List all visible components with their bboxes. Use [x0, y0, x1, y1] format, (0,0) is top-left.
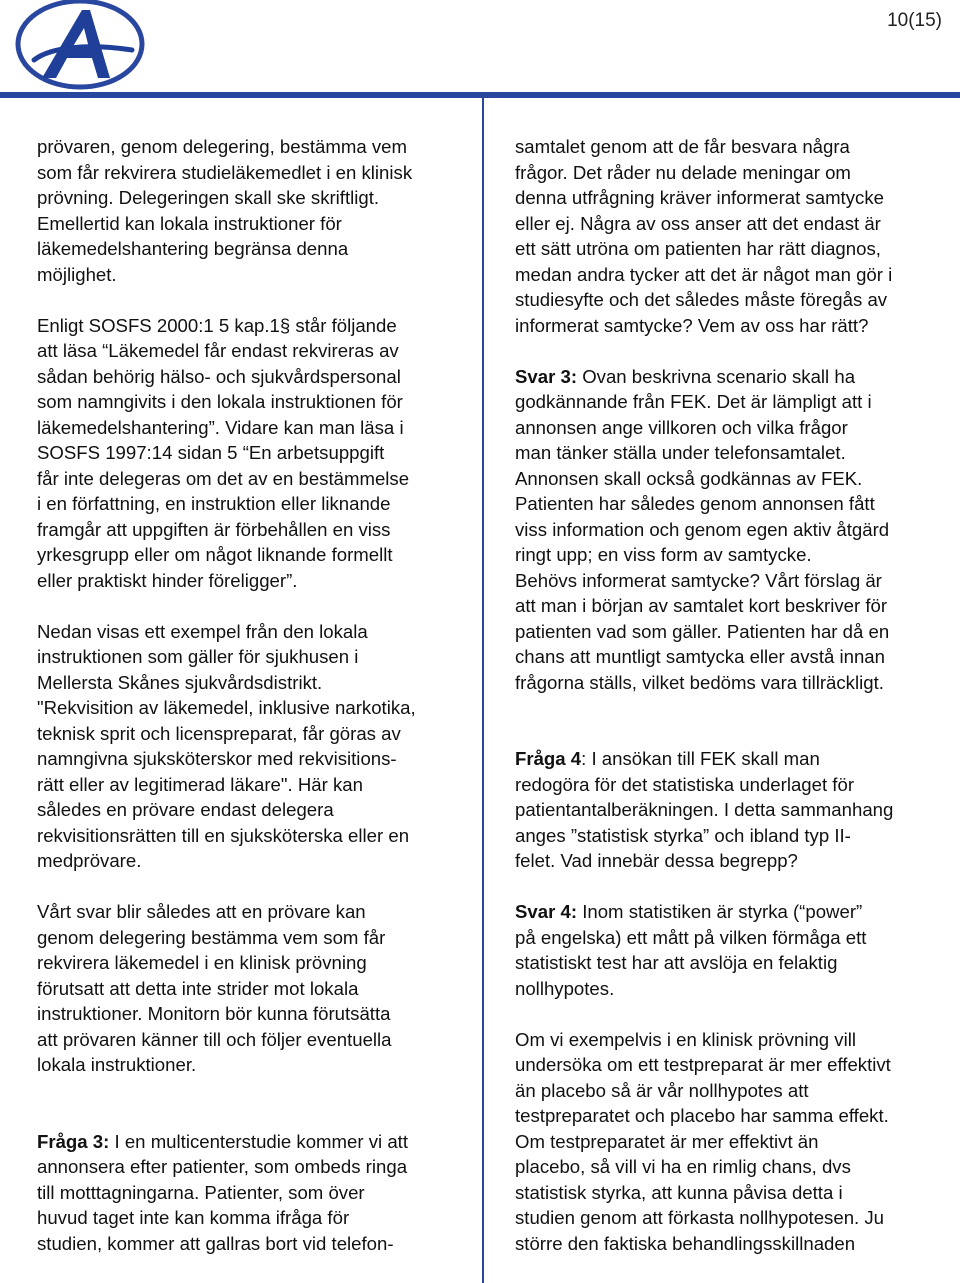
text-line: till motttagningarna. Patienter, som över	[37, 1181, 365, 1203]
paragraph-example	[37, 619, 472, 874]
text-line: än placebo så är vår nollhypotes att	[515, 1079, 809, 1101]
text-line	[515, 364, 950, 390]
text-line: namngivna sjuksköterskor med rekvisitions-	[37, 748, 397, 769]
text-line: att man i början av samtalet kort beskriver för	[515, 595, 888, 616]
text-line: ringt upp; en viss form av samtycke.	[515, 544, 812, 565]
answer-3	[515, 364, 950, 696]
text-line: felet. Vad innebär dessa begrepp?	[515, 850, 798, 871]
text-line: statistiskt test har att avslöja en felaktig	[515, 952, 838, 973]
text-line: frågorna ställs, vilket bedöms vara tillräckligt.	[515, 671, 884, 693]
text-line: redogöra för det statistiska underlaget för	[515, 773, 855, 795]
right-column	[515, 134, 950, 1282]
text-line: "Rekvisition av läkemedel, inklusive narkotika,	[37, 697, 416, 718]
text-line: lokala instruktioner.	[37, 1054, 197, 1075]
text-line: Om testpreparatet är mer effektivt än	[515, 1130, 819, 1152]
text-line: studiesyfte och det således måste föregås av	[515, 289, 888, 310]
text-line: nollhypotes.	[515, 977, 615, 999]
text-line: rekvirera läkemedel i en klinisk prövning	[37, 952, 367, 973]
question-3-label: Fråga 3:	[37, 1130, 110, 1152]
left-column	[37, 134, 472, 1282]
text-line: genom delegering bestämma vem som får	[37, 926, 386, 948]
answer-4-label: Svar 4:	[515, 901, 578, 922]
text-line: anges ”statistisk styrka” och ibland typ II-	[515, 824, 851, 846]
paragraph-question-3-cont	[515, 134, 950, 338]
text-line: instruktioner. Monitorn bör kunna förutsätta	[37, 1003, 391, 1024]
text-line: att prövaren känner till och följer eventuella	[37, 1028, 392, 1050]
text-line: läkemedelshantering begränsa denna	[37, 238, 349, 259]
text-line: Patienten har således genom annonsen fått	[515, 493, 875, 514]
text-line: godkännande från FEK. Det är lämpligt att i	[515, 391, 872, 412]
text-line: framgår att uppgiften är förbehållen en viss	[37, 518, 391, 540]
paragraph-answer	[37, 899, 472, 1078]
text-line: statistisk styrka, att kunna påvisa detta i	[515, 1181, 843, 1203]
text-line: eller ej. Några av oss anser att det endast är	[515, 212, 881, 234]
text-line: sådan behörig hälso- och sjukvårdspersonal	[37, 365, 401, 387]
text-line: får inte delegeras om det av en bestämmelse	[37, 467, 410, 489]
text-line: medan andra tycker att det är något man gör i	[515, 263, 893, 285]
text-line: Annonsen skall också godkännas av FEK.	[515, 467, 863, 489]
text-line: viss information och genom egen aktiv åtgärd	[515, 518, 890, 540]
text-line: rekvisitionsrätten till en sjuksköterska eller en	[37, 824, 410, 846]
paragraph-example-placebo	[515, 1027, 950, 1257]
answer-3-label: Svar 3:	[515, 365, 578, 387]
text-line: Behövs informerat samtycke? Vårt förslag är	[515, 569, 882, 591]
text-line: prövning. Delegeringen skall ske skriftligt.	[37, 187, 380, 208]
text-line	[515, 746, 950, 772]
logo	[12, 0, 154, 92]
text-line: medprövare.	[37, 850, 142, 871]
text-line: testpreparatet och placebo har samma effekt.	[515, 1105, 889, 1126]
answer-4-text: Inom statistiken är styrka (“power”	[577, 901, 863, 922]
text-line: förutsatt att detta inte strider mot lokala	[37, 977, 359, 999]
text-line: studien genom att förkasta nollhypotesen. Ju	[515, 1207, 885, 1228]
text-line: annonsera efter patienter, som ombeds ringa	[37, 1156, 408, 1177]
text-line: läkemedelshantering”. Vidare kan man läsa i	[37, 416, 404, 438]
question-4-label: Fråga 4	[515, 748, 582, 769]
answer-3-text: Ovan beskrivna scenario skall ha	[577, 365, 856, 387]
text-line: placebo, så vill vi ha en rimlig chans, dvs	[515, 1156, 851, 1177]
text-line: teknisk sprit och licenspreparat, får göras av	[37, 722, 401, 744]
paragraph-delegation	[37, 134, 472, 287]
text-line: samtalet genom att de får besvara några	[515, 136, 850, 157]
text-line: Om vi exempelvis i en klinisk prövning vill	[515, 1028, 856, 1050]
text-line: Mellersta Skånes sjukvårdsdistrikt.	[37, 671, 323, 693]
text-line: Nedan visas ett exempel från den lokala	[37, 620, 368, 642]
text-line: som namngivits i den lokala instruktionen för	[37, 391, 403, 412]
text-line: Enligt SOSFS 2000:1 5 kap.1§ står följande	[37, 314, 397, 336]
text-line: frågor. Det råder nu delade meningar om	[515, 161, 851, 183]
text-line: patienten vad som gäller. Patienten har då en	[515, 620, 890, 642]
answer-4	[515, 899, 950, 1001]
text-line: undersöka om ett testpreparat är mer effektivt	[515, 1054, 891, 1075]
text-line: man tänker ställa under telefonsamtalet.	[515, 442, 846, 463]
question-3-text: I en multicenterstudie kommer vi att	[109, 1130, 408, 1152]
text-line: således en prövare endast delegera	[37, 799, 334, 820]
page-number: 10(15)	[887, 10, 942, 31]
text-line: Vårt svar blir således att en prövare kan	[37, 901, 366, 922]
text-line: chans att muntligt samtycka eller avstå innan	[515, 646, 885, 667]
text-line: som får rekvirera studieläkemedlet i en klinisk	[37, 161, 413, 183]
text-line: instruktionen som gäller för sjukhusen i	[37, 646, 359, 667]
text-line: studien, kommer att gallras bort vid telefon-	[37, 1232, 394, 1254]
text-line: informerat samtycke? Vem av oss har rätt?	[515, 314, 869, 336]
text-line: SOSFS 1997:14 sidan 5 “En arbetsuppgift	[37, 442, 385, 463]
text-line: att läsa “Läkemedel får endast rekvireras av	[37, 340, 399, 361]
text-line: annonsen ange villkoren och vilka frågor	[515, 416, 848, 438]
text-line: denna utfrågning kräver informerat samtycke	[515, 187, 884, 208]
text-line: möjlighet.	[37, 263, 117, 285]
text-line: ett sätt utröna om patienten har rätt diagnos,	[515, 238, 881, 259]
question-4	[515, 746, 950, 874]
text-line: prövaren, genom delegering, bestämma vem	[37, 136, 408, 157]
question-3	[37, 1129, 472, 1257]
text-line	[515, 899, 950, 925]
logo-emblem-icon	[12, 0, 154, 92]
header-rule	[0, 92, 960, 98]
text-line: eller praktiskt hinder föreligger”.	[37, 569, 298, 591]
text-line: patientantalberäkningen. I detta sammanhang	[515, 799, 894, 820]
question-4-text: : I ansökan till FEK skall man	[581, 748, 820, 769]
text-line: rätt eller av legitimerad läkare". Här kan	[37, 773, 363, 795]
text-line: större den faktiska behandlingsskillnaden	[515, 1232, 856, 1254]
text-line: Emellertid kan lokala instruktioner för	[37, 212, 342, 234]
text-line: på engelska) ett mått på vilken förmåga ett	[515, 926, 867, 948]
paragraph-sosfs	[37, 313, 472, 594]
text-line: huvud taget inte kan komma ifråga för	[37, 1207, 350, 1228]
text-line	[37, 1129, 472, 1155]
text-line: yrkesgrupp eller om något liknande formellt	[37, 544, 393, 565]
column-divider	[482, 98, 484, 1283]
text-line: i en författning, en instruktion eller liknande	[37, 493, 391, 514]
